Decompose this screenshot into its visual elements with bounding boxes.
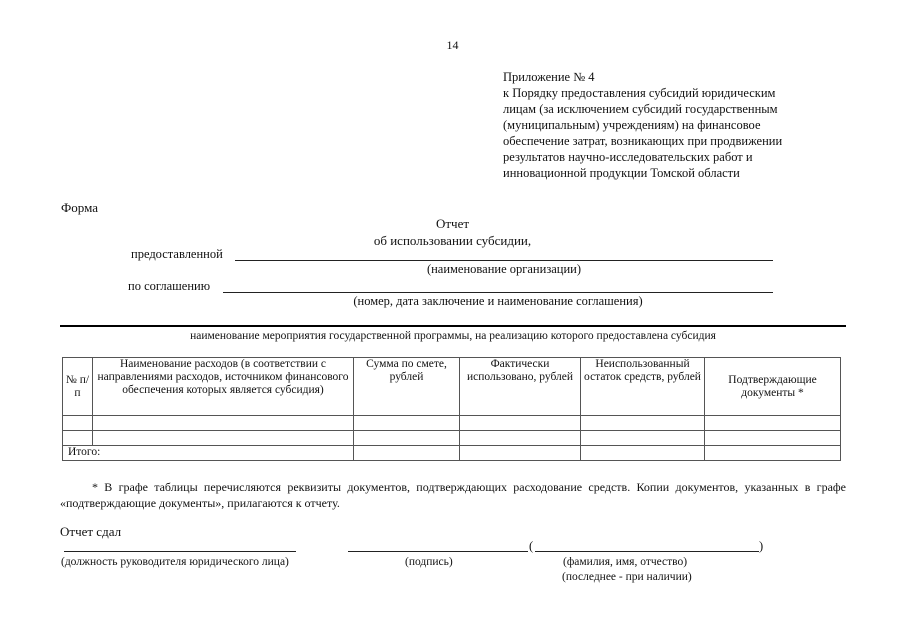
- table-cell[interactable]: [460, 446, 581, 461]
- position-field[interactable]: [64, 551, 296, 552]
- agreement-label: по соглашению: [128, 279, 211, 293]
- appendix-line: Приложение № 4: [503, 70, 595, 84]
- position-caption: (должность руководителя юридического лица): [61, 556, 289, 568]
- page-number: 14: [446, 38, 459, 52]
- appendix-line: к Порядку предоставления субсидий юридическим: [503, 86, 776, 100]
- agreement-caption: (номер, дата заключение и наименование соглашения): [353, 294, 643, 308]
- table-cell[interactable]: [705, 416, 841, 431]
- appendix-line: результатов научно-исследовательских работ и: [503, 150, 753, 164]
- header-docs: Подтверждающие документы *: [705, 358, 841, 416]
- table-cell[interactable]: [581, 431, 705, 446]
- table-row: [63, 431, 841, 446]
- appendix-header: [503, 69, 833, 181]
- appendix-line: лицам (за исключением субсидий государственным: [503, 102, 778, 116]
- organization-field[interactable]: [235, 260, 773, 261]
- full-name-field[interactable]: [535, 551, 759, 552]
- table-header-row: [63, 358, 841, 416]
- provided-label: предоставленной: [131, 247, 223, 261]
- table-cell[interactable]: [93, 416, 354, 431]
- organization-caption: (наименование организации): [426, 262, 582, 276]
- event-caption: наименование мероприятия государственной программы, на реализацию которого предоставлена субсидия: [190, 330, 716, 342]
- signature-caption: (подпись): [405, 556, 453, 568]
- table-cell[interactable]: [354, 416, 460, 431]
- table-cell[interactable]: [63, 416, 93, 431]
- header-remaining: Неиспользованный остаток средств, рублей: [581, 358, 705, 416]
- table-cell[interactable]: [705, 431, 841, 446]
- name-caption: (фамилия, имя, отчество): [563, 556, 688, 568]
- table-cell[interactable]: [705, 446, 841, 461]
- table-total-row: [63, 446, 841, 461]
- appendix-line: (муниципальным) учреждениям) на финансовое: [503, 118, 761, 132]
- name-note: (последнее - при наличии): [562, 571, 692, 583]
- agreement-field[interactable]: [223, 292, 773, 293]
- signature-field[interactable]: [348, 551, 528, 552]
- table-cell[interactable]: [460, 431, 581, 446]
- table-cell[interactable]: [354, 431, 460, 446]
- close-paren: ): [759, 539, 764, 553]
- table-row: [63, 416, 841, 431]
- report-subtitle: об использовании субсидии,: [373, 233, 532, 248]
- header-estimate: Сумма по смете, рублей: [354, 358, 460, 416]
- table-cell[interactable]: [581, 416, 705, 431]
- appendix-line: обеспечение затрат, возникающих при продвижении: [503, 134, 783, 148]
- table-cell[interactable]: [63, 431, 93, 446]
- appendix-line: инновационной продукции Томской области: [503, 166, 740, 180]
- footnote: * В графе таблицы перечисляются реквизиты документов, подтверждающих расходование средств. Копии документов, указанных в графе «подтверждающие документы», прилагаются к отчету.: [60, 480, 846, 510]
- table-cell[interactable]: [581, 446, 705, 461]
- expense-table: [62, 357, 841, 461]
- total-label: Итого:: [63, 446, 354, 461]
- table-cell[interactable]: [93, 431, 354, 446]
- event-field[interactable]: [60, 325, 846, 327]
- form-label: Форма: [61, 200, 98, 215]
- table-cell[interactable]: [354, 446, 460, 461]
- open-paren: (: [529, 539, 534, 553]
- table-cell[interactable]: [460, 416, 581, 431]
- header-name: Наименование расходов (в соответствии с направлениями расходов, источником финансового обеспечения которых является субсидия): [93, 358, 354, 416]
- submitted-label: Отчет сдал: [60, 524, 122, 539]
- report-title: Отчет: [435, 216, 470, 231]
- header-used: Фактически использовано, рублей: [460, 358, 581, 416]
- header-num: № п/п: [63, 358, 93, 416]
